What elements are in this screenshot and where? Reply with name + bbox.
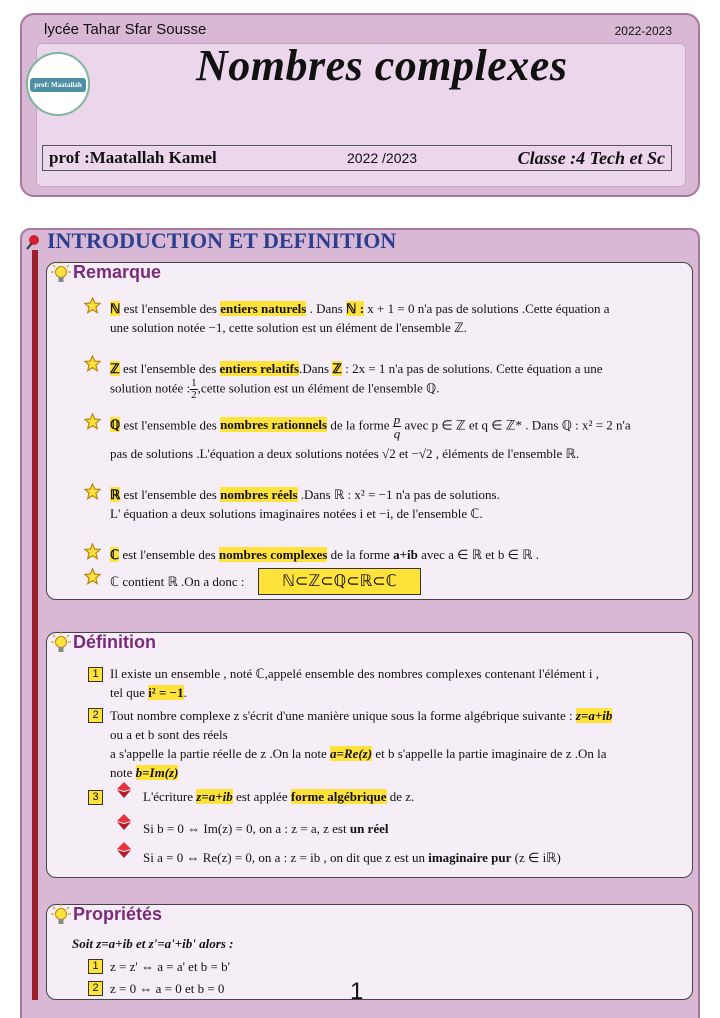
- definition-3b: Si a = 0 ⇔ Re(z) = 0, on a : z = ib , on dit que z est un imaginaire pur (z ∈ iℝ): [143, 850, 561, 865]
- remarque-z-2: solution notée : $\frac{1}{2},cette$ solution est un élément de l'ensemble ℚ.: [110, 377, 440, 401]
- definition-3: L'écriture z=a+ib est applée forme algébrique de z.: [143, 789, 415, 804]
- number-badge: 2: [88, 708, 103, 723]
- proprietes-heading: Propriétés: [51, 903, 162, 925]
- number-badge: 3: [88, 790, 103, 805]
- class-label: Classe :4 Tech et Sc: [517, 147, 665, 168]
- school-name: lycée Tahar Sfar Sousse: [44, 21, 207, 38]
- star-icon: [84, 355, 101, 372]
- number-badge: 2: [88, 981, 103, 996]
- definition-heading: Définition: [51, 631, 156, 653]
- diamond-icon: [117, 842, 131, 858]
- bulb-icon: [51, 903, 71, 925]
- remarque-heading: Remarque: [51, 261, 161, 283]
- page-number: 1: [350, 978, 364, 1005]
- margin-line: [32, 250, 38, 1000]
- section-title: INTRODUCTION ET DEFINITION: [47, 228, 397, 253]
- definition-1: Il existe un ensemble , noté ℂ,appelé ensemble des nombres complexes contenant l'élément i , tel que i² = −1.: [110, 666, 600, 700]
- header-year: 2022-2023: [614, 24, 672, 38]
- star-icon: [84, 568, 101, 585]
- definition-3a: Si b = 0 ⇔ Im(z) = 0, on a : z = a, z est un réel: [143, 821, 389, 836]
- remarque-n: ℕ est l'ensemble des entiers naturels . Dans ℕ : x + 1 = 0 n'a pas de solutions .Cette équation a une solution notée −1, cette solution est un élément de l'ensemble ℤ.: [110, 301, 610, 335]
- school-year: 2022 /2023: [347, 150, 418, 166]
- prof-name: prof :Maatallah Kamel: [49, 148, 217, 167]
- remarque-r: ℝ est l'ensemble des nombres réels .Dans ℝ : x² = −1 n'a pas de solutions. L' équation a deux solutions imaginaires notées i et −i, de l'ensemble ℂ.: [110, 487, 500, 521]
- bulb-icon: [51, 261, 71, 283]
- star-icon: [84, 543, 101, 560]
- definition-2: Tout nombre complexe z s'écrit d'une manière unique sous la forme algébrique suivante : z=a+ib ou a et b sont des réels a s'appelle la partie réelle de z .On la note a=Re(z) et b s'appelle la partie imaginaire de z .On la note b=Im(z): [110, 708, 613, 780]
- bulb-icon: [51, 631, 71, 653]
- number-badge: 1: [88, 667, 103, 682]
- inclusion-chain: ℕ⊂ℤ⊂ℚ⊂ℝ⊂ℂ: [258, 568, 421, 595]
- proprietes-intro: Soit z=a+ib et z'=a'+ib' alors :: [72, 936, 234, 951]
- star-icon: [84, 297, 101, 314]
- remarque-z: ℤ est l'ensemble des entiers relatifs.Dans ℤ : 2x = 1 n'a pas de solutions. Cette équation a une: [110, 361, 603, 376]
- page-title: Nombres complexes: [196, 41, 568, 90]
- remarque-c: ℂ est l'ensemble des nombres complexes de la forme a+ib avec a ∈ ℝ et b ∈ ℝ .: [110, 547, 540, 562]
- diamond-icon: [117, 782, 131, 798]
- info-bar: [42, 145, 672, 171]
- remarque-q-2: pas de solutions .L'équation a deux solutions notées √2 et −√2 , éléments de l'ensemble ℝ.: [110, 446, 580, 461]
- remarque-c2: ℂ contient ℝ .On a donc :: [110, 574, 245, 589]
- star-icon: [84, 413, 101, 430]
- number-badge: 1: [88, 959, 103, 974]
- remarque-q: ℚ est l'ensemble des nombres rationnels de la forme $\frac{p}{q}$ avec p ∈ ℤ et q ∈ ℤ* . Dans ℚ : x² = 2 n'a: [110, 412, 631, 441]
- diamond-icon: [117, 814, 131, 830]
- school-logo-icon: prof: Maatallah: [26, 52, 90, 116]
- propriete-2: z = 0 ⇔ a = 0 et b = 0: [110, 981, 225, 996]
- star-icon: [84, 483, 101, 500]
- pushpin-icon: [24, 233, 42, 251]
- propriete-1: z = z' ⇔ a = a' et b = b': [110, 959, 230, 974]
